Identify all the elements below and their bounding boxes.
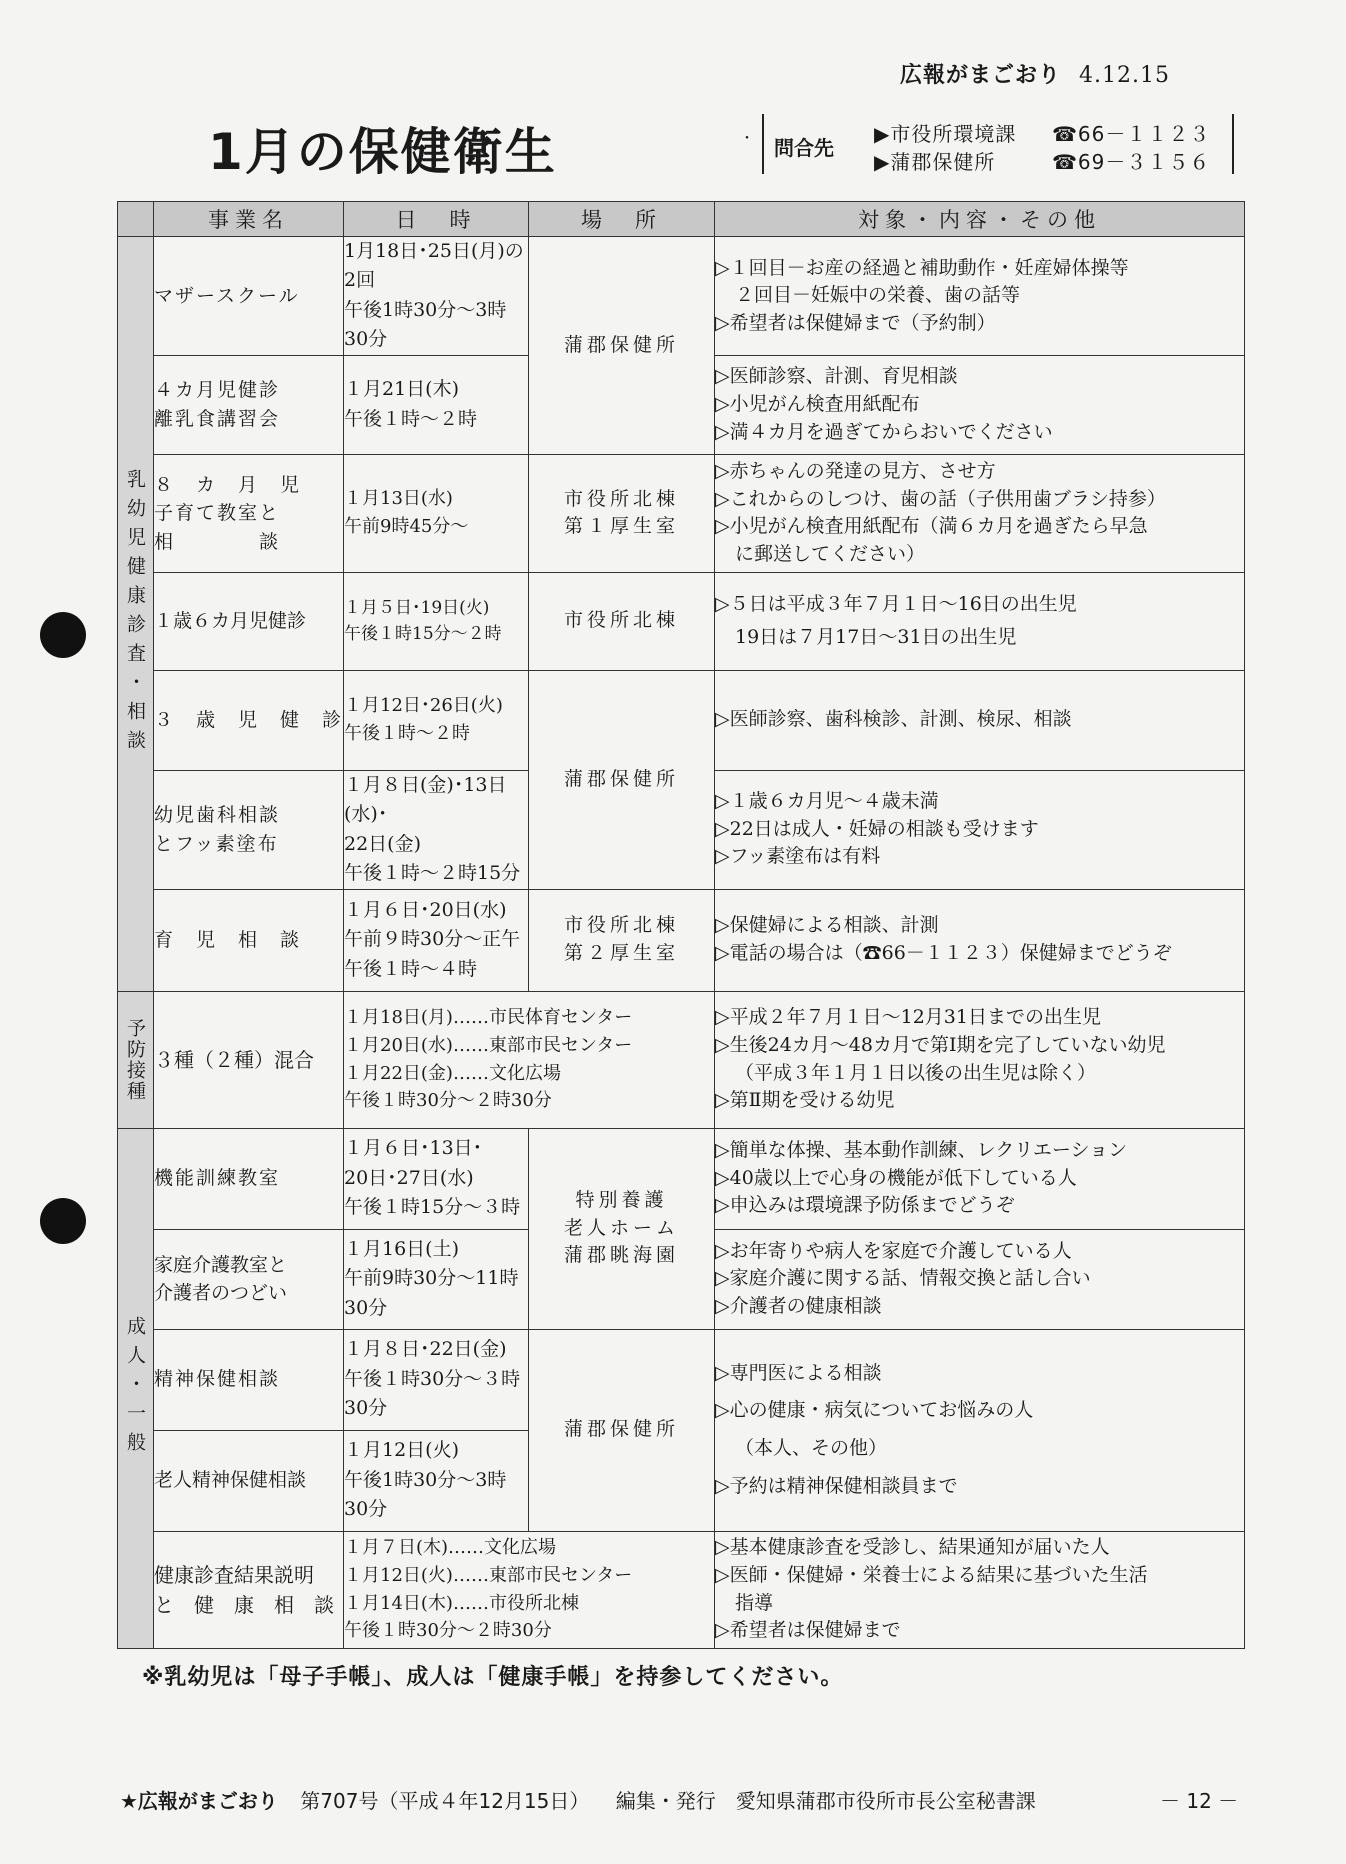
details-line: ▷介護者の健康相談 (715, 1294, 882, 1317)
project-name: 精神保健相談 (154, 1329, 344, 1430)
details-line: ▷フッ素塗布は有料 (715, 845, 881, 868)
venue: 市役所北棟 第２厚生室 (529, 889, 715, 991)
category-infant: 乳幼児健康診査・相談 (118, 237, 154, 992)
details-line: ▷心の健康・病気についてお悩みの人 (715, 1399, 1034, 1422)
details-line: 19日は７月17日～31日の出生児 (735, 626, 1017, 649)
details (715, 1329, 1245, 1531)
details-line: ２回目－妊娠中の栄養、歯の話等 (735, 284, 1021, 307)
project-name: 育 児 相 談 (154, 889, 344, 991)
page-number: － 12 － (1160, 1789, 1239, 1813)
punch-hole-icon (40, 612, 86, 658)
schedule-datetime: １月21日(木) 午後１時～２時 (344, 355, 529, 454)
project-name: 健康診査結果説明 と 健 康 相 談 (154, 1531, 344, 1648)
table-row (118, 889, 1245, 991)
header-category (118, 202, 154, 237)
details-line: 指導 (735, 1591, 774, 1614)
project-name: 老人精神保健相談 (154, 1430, 344, 1531)
details-line: ▷１歳６カ月児～４歳未満 (715, 790, 939, 813)
table-row (118, 1531, 1245, 1648)
project-name: ４カ月児健診 離乳食講習会 (154, 355, 344, 454)
details-line: に郵送してください） (735, 542, 926, 565)
header-datetime: 日 時 (344, 202, 529, 237)
schedule-table (117, 201, 1245, 1649)
details-line: ▷希望者は保健婦まで（予約制） (715, 311, 996, 334)
table-row (118, 670, 1245, 770)
details (715, 889, 1245, 991)
details-line: ▷５日は平成３年７月１日～16日の出生児 (715, 592, 1077, 615)
footnote: ※乳幼児は「母子手帳」、成人は「健康手帳」を持参してください。 (142, 1665, 844, 1690)
details-line: ▷生後24カ月～48カ月で第Ⅰ期を完了していない幼児 (715, 1033, 1166, 1056)
header-project: 事業名 (154, 202, 344, 237)
details-line: ▷家庭介護に関する話、情報交換と話し合い (715, 1267, 1091, 1290)
table-row (118, 1128, 1245, 1229)
details-line: ▷平成２年７月１日～12月31日までの出生児 (715, 1006, 1101, 1029)
details-line: ▷電話の場合は（☎66－１１２３）保健婦までどうぞ (715, 942, 1172, 964)
venue: 特別養護 老人ホーム 蒲郡眺海園 (529, 1128, 715, 1329)
schedule-datetime: １月５日･19日(火) 午後１時15分～２時 (344, 572, 529, 670)
decorative-dot: ・ (740, 131, 754, 147)
details (715, 355, 1245, 454)
details-line: ▷第Ⅱ期を受ける幼児 (715, 1089, 895, 1112)
project-name: マザースクール (154, 237, 344, 356)
schedule-datetime: １月６日･20日(水) 午前９時30分～正午 午後１時～４時 (344, 889, 529, 991)
schedule-datetime: １月６日･13日･ 20日･27日(水) 午後１時15分～３時 (344, 1128, 529, 1229)
table-row (118, 237, 1245, 356)
details-line: ▷医師診察、計測、育児相談 (715, 365, 958, 388)
project-name: １歳６カ月児健診 (154, 572, 344, 670)
contact-office: ▶蒲郡保健所 (874, 150, 996, 174)
schedule-datetime: １月８日･22日(金) 午後１時30分～３時30分 (344, 1329, 529, 1430)
punch-hole-icon (40, 1198, 86, 1244)
details-line: （平成３年１月１日以後の出生児は除く） (735, 1061, 1097, 1084)
schedule-datetime: １月７日(木)……文化広場 １月12日(火)……東部市民センター １月14日(木)……市役所北棟 午後１時30分～２時30分 (344, 1531, 715, 1648)
contact-tel: ☎69－３１５６ (1052, 150, 1211, 174)
project-name: 幼児歯科相談 とフッ素塗布 (154, 770, 344, 889)
footer (120, 1785, 1239, 1814)
details (715, 237, 1245, 356)
details-line: ▷お年寄りや病人を家庭で介護している人 (715, 1239, 1072, 1262)
venue: 市役所北棟 第１厚生室 (529, 454, 715, 572)
details-line: ▷保健婦による相談、計測 (715, 914, 939, 937)
table-row (118, 572, 1245, 670)
venue: 蒲郡保健所 (529, 670, 715, 889)
details (715, 770, 1245, 889)
venue: 市役所北棟 (529, 572, 715, 670)
details (715, 1128, 1245, 1229)
contact-box (762, 114, 1234, 174)
footer-issue: 第707号（平成４年12月15日） (300, 1789, 590, 1813)
details (715, 991, 1245, 1128)
masthead (900, 58, 1170, 89)
details-line: ▷小児がん検査用紙配布 (715, 392, 920, 415)
masthead-date: 4.12.15 (1079, 63, 1170, 88)
table-row (118, 991, 1245, 1128)
details-line: ▷予約は精神保健相談員まで (715, 1474, 958, 1497)
contact-row (874, 146, 1211, 175)
header-content: 対象・内容・その他 (715, 202, 1245, 237)
table-row (118, 454, 1245, 572)
venue: 蒲郡保健所 (529, 1329, 715, 1531)
details-line: ▷希望者は保健婦まで (715, 1619, 901, 1642)
project-name: 機能訓練教室 (154, 1128, 344, 1229)
table-header-row (118, 202, 1245, 237)
details-line: ▷22日は成人・妊婦の相談も受けます (715, 817, 1039, 840)
project-name: ３種（２種）混合 (154, 991, 344, 1128)
details-line: ▷１回目－お産の経過と補助動作・妊産婦体操等 (715, 256, 1129, 279)
details-line: ▷医師診察、歯科検診、計測、検尿、相談 (715, 708, 1072, 731)
contact-tel: ☎66－１１２３ (1052, 122, 1211, 146)
table-row (118, 1329, 1245, 1430)
project-name: ３ 歳 児 健 診 (154, 670, 344, 770)
details-line: ▷小児がん検査用紙配布（満６カ月を過ぎたら早急 (715, 515, 1148, 538)
contact-label: 問合先 (774, 136, 834, 160)
details-line: ▷これからのしつけ、歯の話（子供用歯ブラシ持参） (715, 487, 1166, 510)
details-line: ▷専門医による相談 (715, 1361, 882, 1384)
details (715, 454, 1245, 572)
category-vaccination: 予防接種 (118, 991, 154, 1128)
page-title: 1月の保健衛生 (208, 123, 557, 181)
details-line: ▷基本健康診査を受診し、結果通知が届いた人 (715, 1536, 1110, 1559)
project-name: 家庭介護教室と 介護者のつどい (154, 1229, 344, 1329)
details-line: （本人、その他） (735, 1437, 888, 1459)
contact-office: ▶市役所環境課 (874, 122, 1017, 146)
details (715, 1229, 1245, 1329)
details-line: ▷満４カ月を過ぎてからおいでください (715, 420, 1053, 443)
details (715, 670, 1245, 770)
footer-publisher: 編集・発行 愛知県蒲郡市役所市長公室秘書課 (615, 1789, 1036, 1813)
schedule-datetime: １月18日(月)……市民体育センター １月20日(水)……東部市民センター １月22日(金)……文化広場 午後１時30分～２時30分 (344, 991, 715, 1128)
details-line: ▷赤ちゃんの発達の見方、させ方 (715, 460, 996, 483)
details (715, 1531, 1245, 1648)
schedule-datetime: １月13日(水) 午前9時45分～ (344, 454, 529, 572)
category-adult: 成人・一般 (118, 1128, 154, 1648)
schedule-datetime: １月８日(金)･13日(水)･ 22日(金) 午後１時～２時15分 (344, 770, 529, 889)
footer-brand: ★広報がまごおり (120, 1789, 278, 1813)
schedule-datetime: 1月18日･25日(月)の2回 午後1時30分～3時30分 (344, 237, 529, 356)
contact-row (874, 118, 1211, 147)
details-line: ▷申込みは環境課予防係までどうぞ (715, 1194, 1015, 1217)
details (715, 572, 1245, 670)
header-place: 場 所 (529, 202, 715, 237)
details-line: ▷40歳以上で心身の機能が低下している人 (715, 1166, 1077, 1189)
project-name: ８ カ 月 児 子育て教室と 相 談 (154, 454, 344, 572)
details-line: ▷簡単な体操、基本動作訓練、レクリエーション (715, 1139, 1128, 1162)
masthead-name: 広報がまごおり (900, 63, 1062, 88)
schedule-datetime: １月12日(火) 午後1時30分～3時30分 (344, 1430, 529, 1531)
schedule-datetime: １月16日(土) 午前9時30分～11時30分 (344, 1229, 529, 1329)
details-line: ▷医師・保健婦・栄養士による結果に基づいた生活 (715, 1563, 1148, 1586)
venue: 蒲郡保健所 (529, 237, 715, 455)
schedule-datetime: １月12日･26日(火) 午後１時～２時 (344, 670, 529, 770)
